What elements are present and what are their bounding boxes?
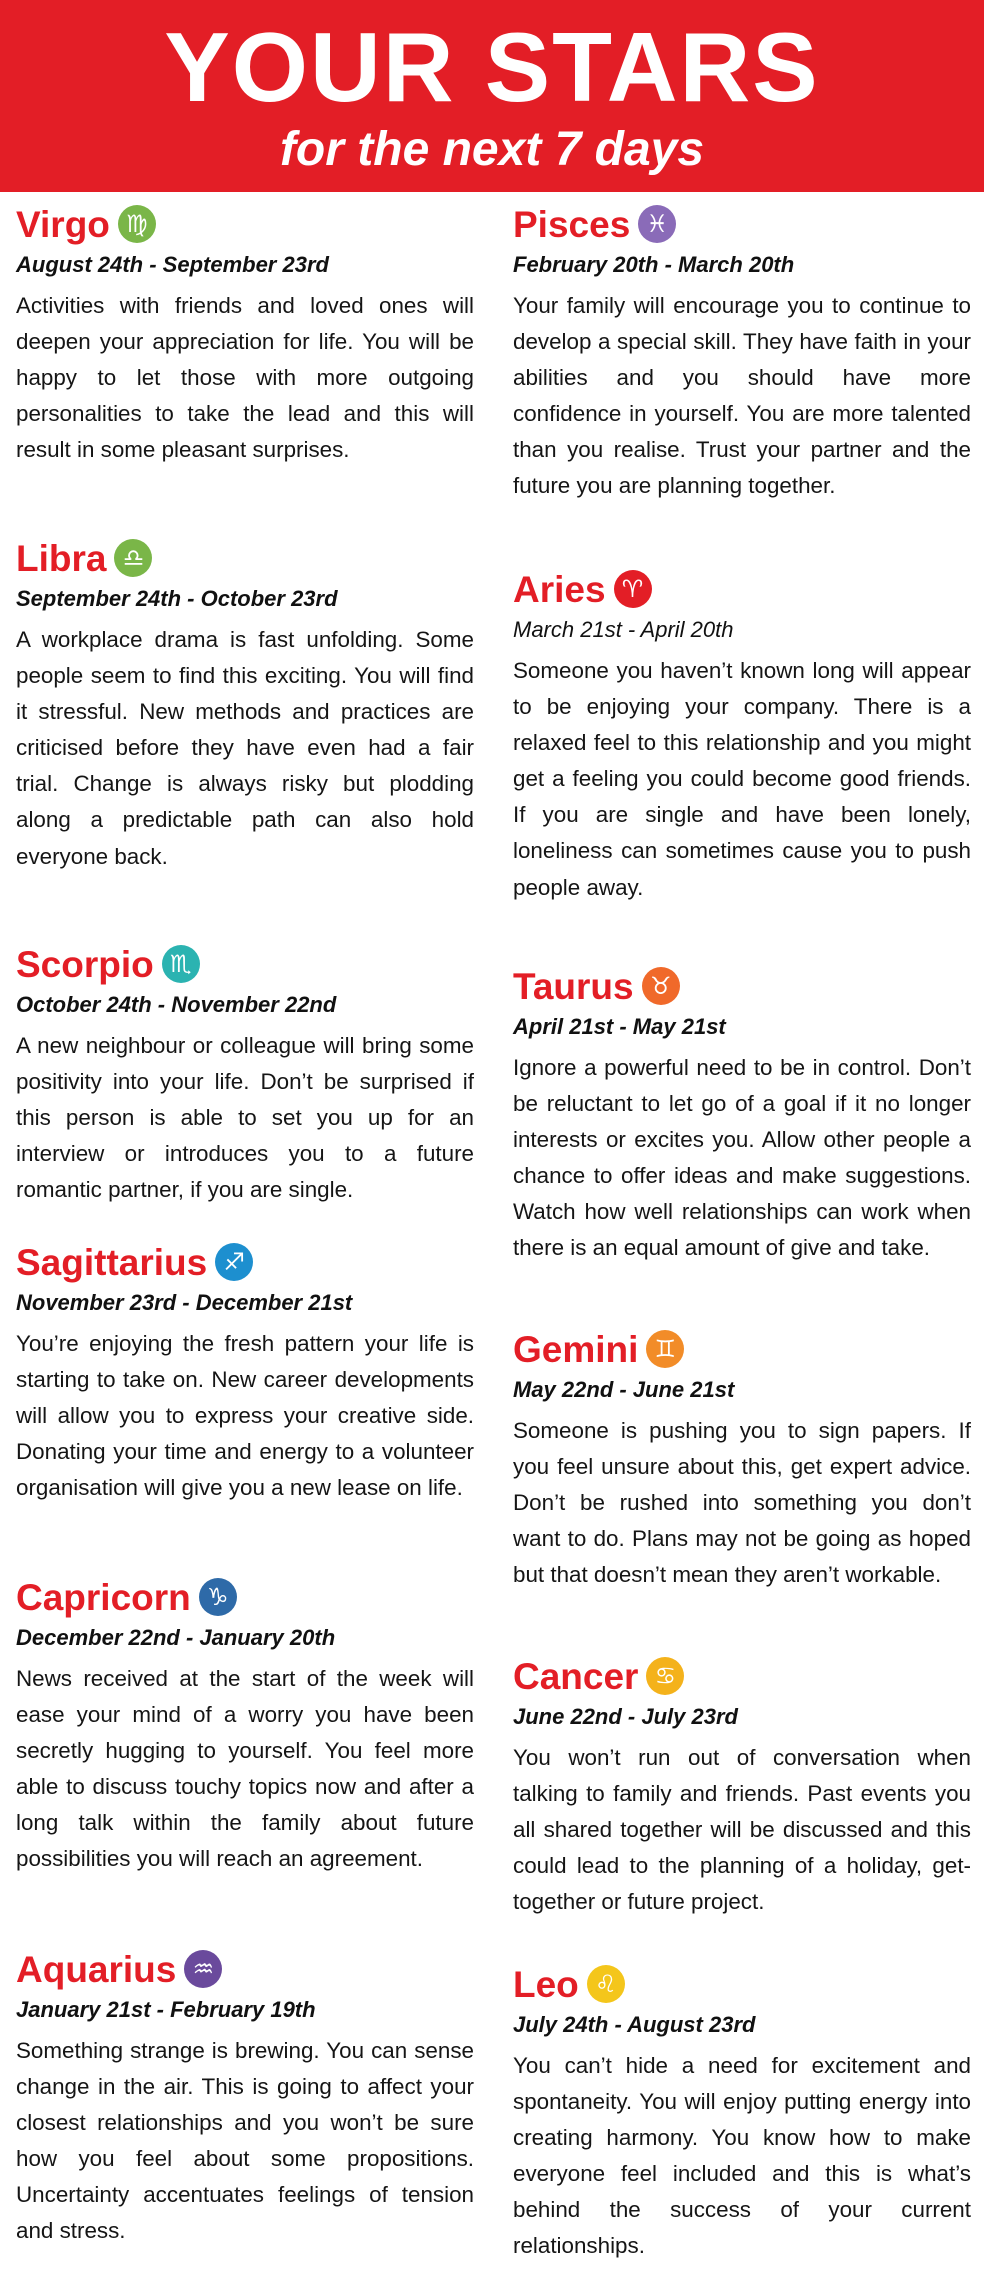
sign-dates: April 21st - May 21st xyxy=(513,1014,726,1039)
sign-text: A workplace drama is fast unfolding. Some people seem to find this exciting. You will find it stressful. New methods and practices are criticised before they have even had a fair trial. Change is always risky but plodding along a predictable path can also hold everyone back. xyxy=(16,627,474,869)
sign-name: Aquarius xyxy=(16,1948,177,1990)
sign-aquarius xyxy=(16,1945,474,2250)
sign-dates: June 22nd - July 23rd xyxy=(513,1704,738,1729)
sign-name: Cancer xyxy=(513,1655,639,1697)
sagittarius-icon: ♐ xyxy=(215,1243,253,1281)
sign-virgo xyxy=(16,200,474,468)
sign-text: Something strange is brewing. You can sense change in the air. This is going to affect your closest relationships and you won’t be sure how you feel about some propositions. Uncertainty accentuates feelings of tension and stress. xyxy=(16,2038,474,2244)
sign-leo xyxy=(513,1960,971,2265)
sign-dates: May 22nd - June 21st xyxy=(513,1377,735,1402)
header-banner xyxy=(0,0,984,192)
sign-cancer xyxy=(513,1652,971,1920)
sign-dates: March 21st - April 20th xyxy=(513,617,734,642)
sign-name: Aries xyxy=(513,568,606,610)
sign-text: News received at the start of the week will ease your mind of a worry you have been secretly hugging to yourself. You feel more able to discuss touchy topics now and after a long talk within the family about future possibilities you will reach an agreement. xyxy=(16,1666,474,1872)
sign-libra xyxy=(16,534,474,875)
sign-name: Scorpio xyxy=(16,943,154,985)
sign-capricorn xyxy=(16,1573,474,1878)
aquarius-icon: ♒ xyxy=(184,1950,222,1988)
sign-dates: November 23rd - December 21st xyxy=(16,1290,353,1315)
sign-name: Pisces xyxy=(513,203,631,245)
sign-dates: August 24th - September 23rd xyxy=(16,252,329,277)
sign-name: Leo xyxy=(513,1963,579,2005)
sign-text: Someone you haven’t known long will appear to be enjoying your company. There is a relaxed feel to this relationship and you might get a feeling you could become good friends. If you are single and have been lonely, loneliness can sometimes cause you to push people away. xyxy=(513,658,971,900)
sign-text: Activities with friends and loved ones will deepen your appreciation for life. You will be happy to let those with more outgoing personalities to take the lead and this will result in some pleasant surprises. xyxy=(16,293,474,463)
scorpio-icon: ♏ xyxy=(162,945,200,983)
sign-gemini xyxy=(513,1325,971,1593)
sign-scorpio xyxy=(16,940,474,1208)
aries-icon: ♈ xyxy=(614,570,652,608)
sign-text: Ignore a powerful need to be in control. Don’t be reluctant to let go of a goal if it no longer interests or excites you. Allow other people a chance to offer ideas and make suggestions. Watch how well relationships can work when there is an equal amount of give and take. xyxy=(513,1055,971,1261)
sign-name: Libra xyxy=(16,537,107,579)
leo-icon: ♌ xyxy=(587,1965,625,2003)
sign-dates: February 20th - March 20th xyxy=(513,252,795,277)
sign-name: Sagittarius xyxy=(16,1241,208,1283)
sign-text: A new neighbour or colleague will bring some positivity into your life. Don’t be surprised if this person is able to set you up for an interview or introduces you to a future romantic partner, if you are single. xyxy=(16,1033,474,1203)
sign-dates: December 22nd - January 20th xyxy=(16,1625,336,1650)
sign-pisces xyxy=(513,200,971,505)
page-subtitle: for the next 7 days xyxy=(279,123,705,176)
sign-name: Gemini xyxy=(513,1328,639,1370)
gemini-icon: ♊ xyxy=(646,1330,684,1368)
sign-text: You can’t hide a need for excitement and spontaneity. You will enjoy putting energy into creating harmony. You know how to make everyone feel included and this is what’s behind the success of your current relationships. xyxy=(513,2053,971,2259)
sign-name: Virgo xyxy=(16,203,110,245)
sign-taurus xyxy=(513,962,971,1267)
sign-dates: September 24th - October 23rd xyxy=(16,586,338,611)
libra-icon: ♎ xyxy=(114,539,152,577)
pisces-icon: ♓ xyxy=(638,205,676,243)
cancer-icon: ♋ xyxy=(646,1657,684,1695)
sign-text: You won’t run out of conversation when talking to family and friends. Past events you all shared together will be discussed and this could lead to the planning of a holiday, get-together or future project. xyxy=(513,1745,971,1915)
sign-text: You’re enjoying the fresh pattern your life is starting to take on. New career developments will allow you to express your creative side. Donating your time and energy to a volunteer organisation will give you a new lease on life. xyxy=(16,1331,474,1501)
sign-text: Someone is pushing you to sign papers. If you feel unsure about this, get expert advice. Don’t be rushed into something you don’t want to do. Plans may not be going as hoped but that doesn’t mean they aren’t workable. xyxy=(513,1418,971,1588)
page-title: YOUR STARS xyxy=(164,12,820,122)
virgo-icon: ♍ xyxy=(118,205,156,243)
capricorn-icon: ♑ xyxy=(199,1578,237,1616)
sign-name: Taurus xyxy=(513,965,634,1007)
sign-sagittarius xyxy=(16,1238,474,1506)
taurus-icon: ♉ xyxy=(642,967,680,1005)
sign-text: Your family will encourage you to continue to develop a special skill. They have faith in your abilities and you should have more confidence in yourself. You are more talented than you realise. Trust your partner and the future you are planning together. xyxy=(513,293,971,499)
sign-dates: July 24th - August 23rd xyxy=(513,2012,756,2037)
sign-name: Capricorn xyxy=(16,1576,191,1618)
sign-dates: October 24th - November 22nd xyxy=(16,992,337,1017)
sign-aries xyxy=(513,565,971,906)
sign-dates: January 21st - February 19th xyxy=(16,1997,316,2022)
